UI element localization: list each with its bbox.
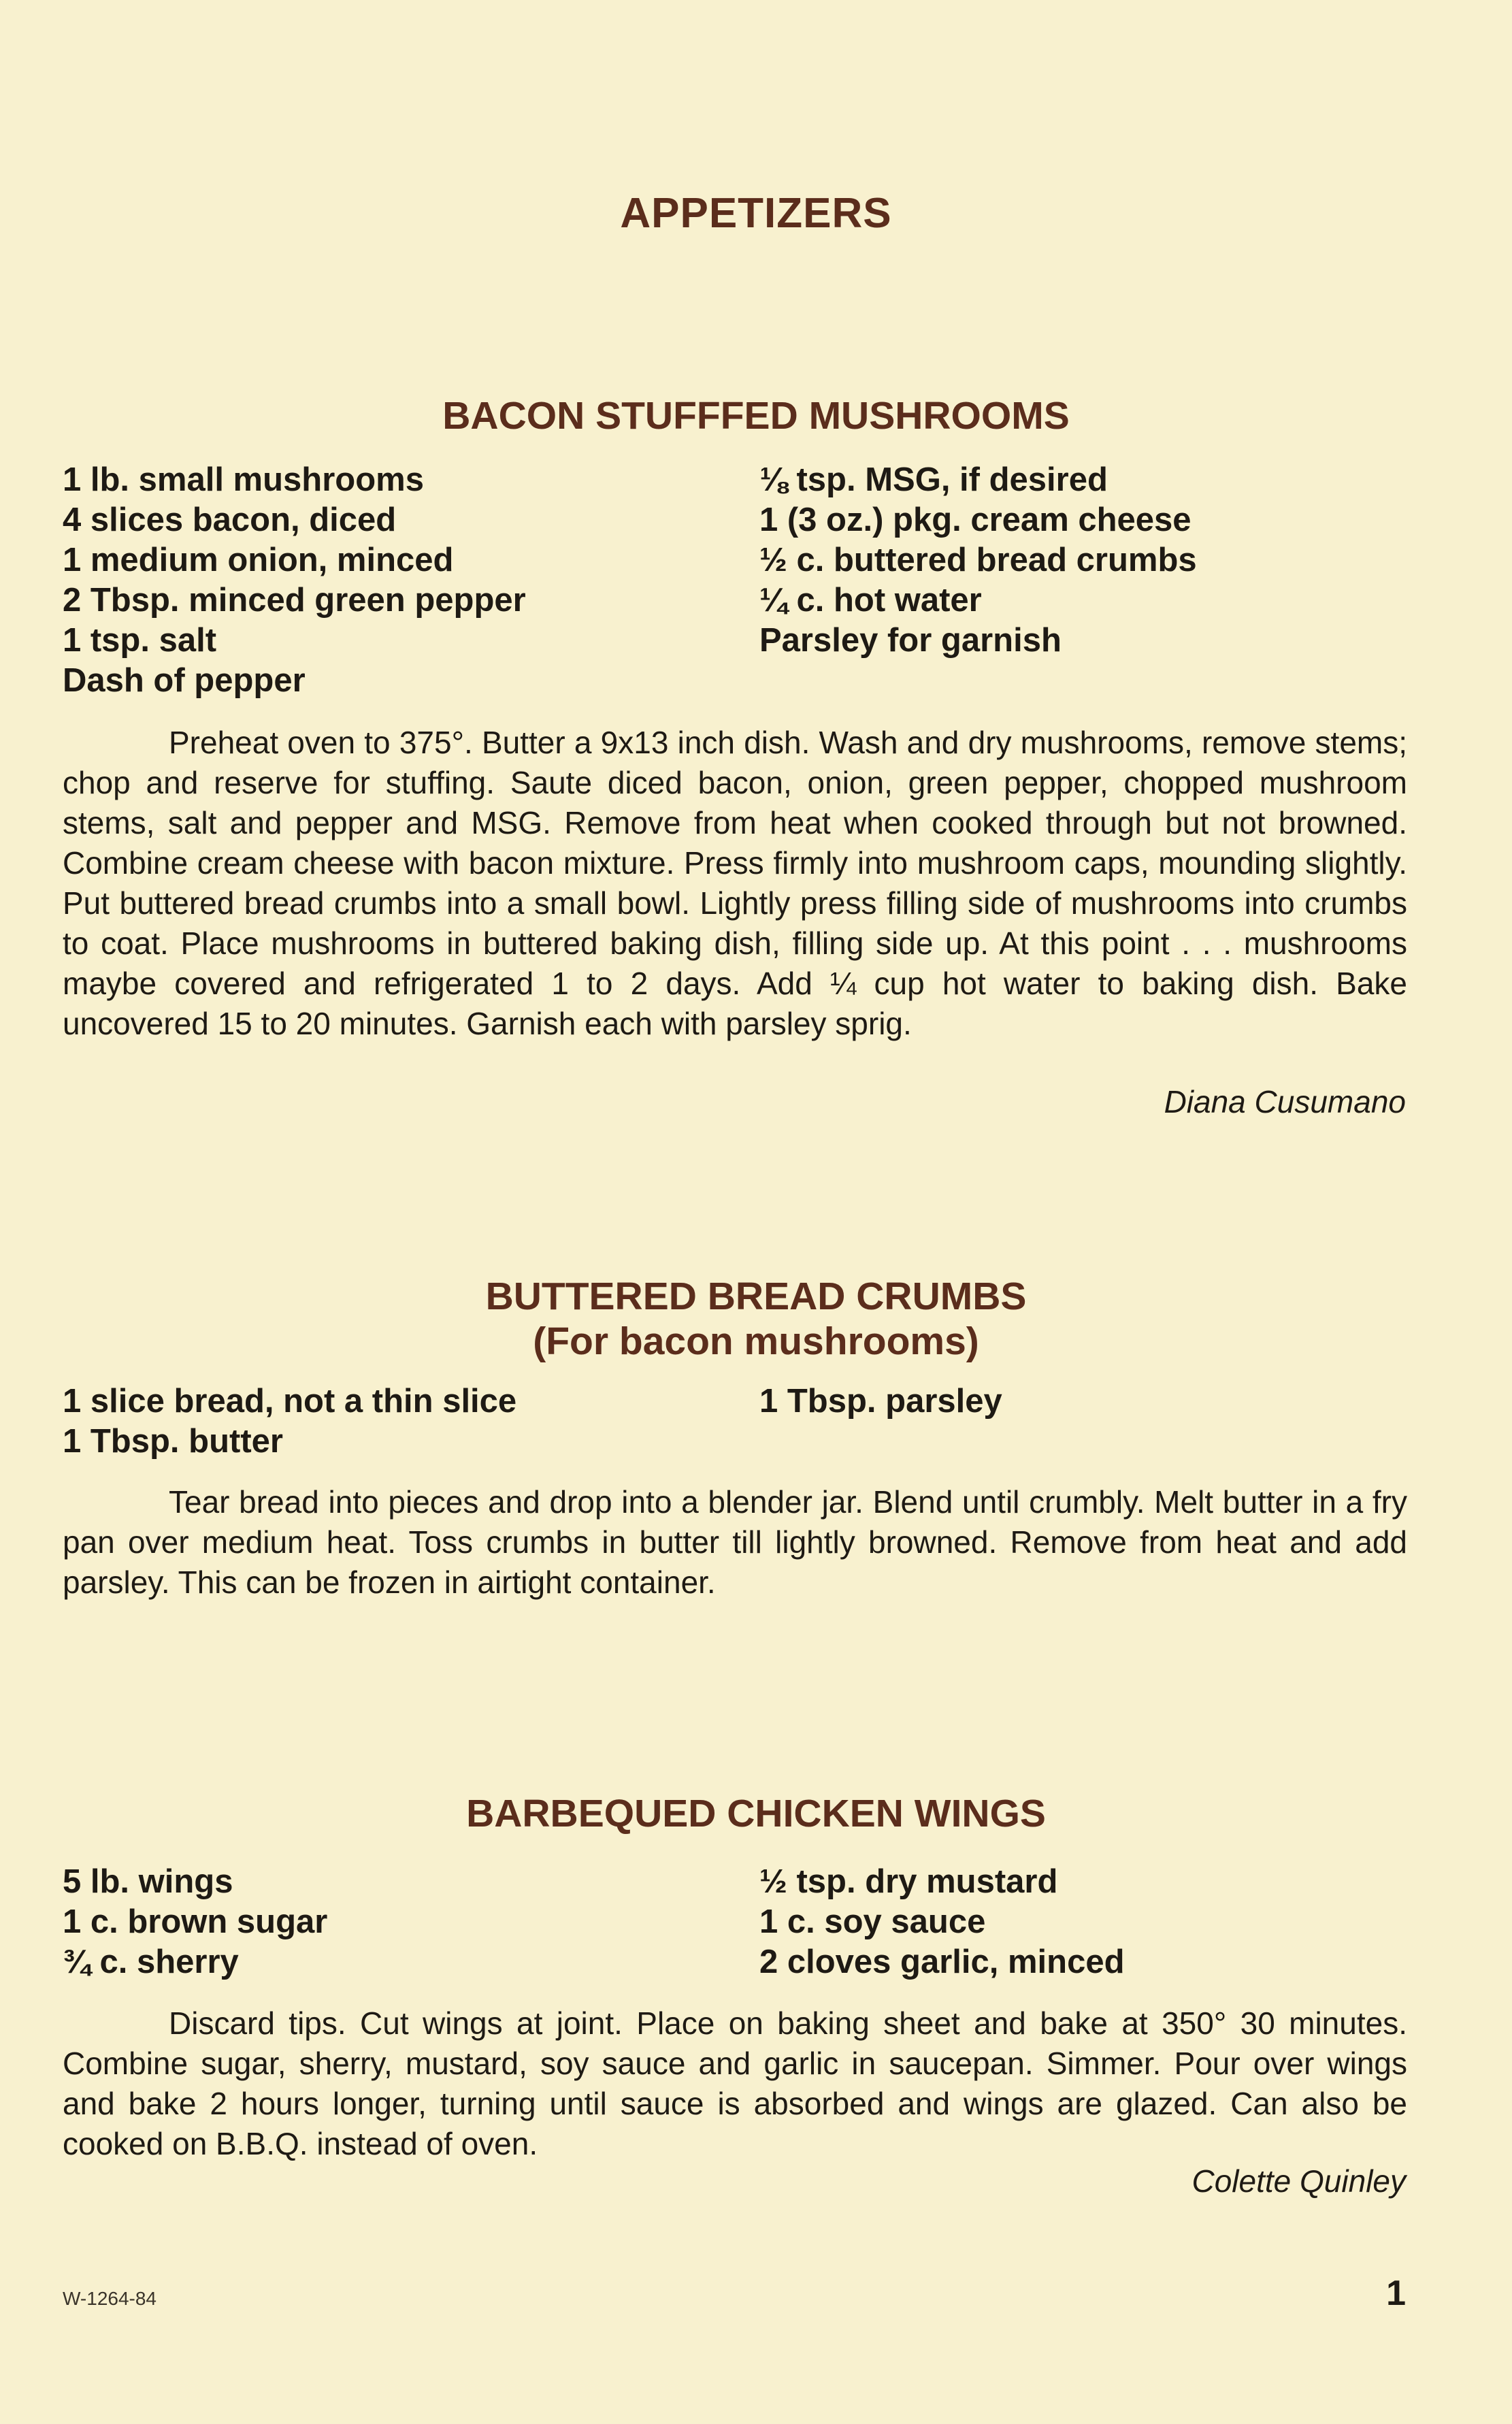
ingredient-item: 1 c. brown sugar bbox=[63, 1903, 328, 1940]
ingredient-item: ½ tsp. dry mustard bbox=[759, 1863, 1058, 1900]
recipe-title-line: BUTTERED BREAD CRUMBS bbox=[485, 1275, 1027, 1318]
ingredient-item: 5 lb. wings bbox=[63, 1863, 233, 1900]
ingredient-item: 1 Tbsp. butter bbox=[63, 1423, 283, 1460]
ingredient-item: 1 slice bread, not a thin slice bbox=[63, 1383, 517, 1420]
ingredient-item: 4 slices bacon, diced bbox=[63, 502, 397, 538]
ingredient-item: 1 c. soy sauce bbox=[759, 1903, 986, 1940]
ingredient-item: 2 cloves garlic, minced bbox=[759, 1944, 1125, 1980]
ingredients-right-column bbox=[759, 1381, 1002, 1422]
form-code: W-1264-84 bbox=[63, 2288, 157, 2309]
ingredient-item: 2 Tbsp. minced green pepper bbox=[63, 582, 526, 619]
recipe-title-bacon-mushrooms: BACON STUFFFED MUSHROOMS bbox=[442, 394, 1070, 438]
ingredients-left-column bbox=[63, 460, 526, 701]
credit-diana-cusumano: Diana Cusumano bbox=[1164, 1084, 1406, 1119]
page-heading: APPETIZERS bbox=[620, 190, 892, 237]
ingredients-right-column bbox=[759, 460, 1197, 661]
ingredients-right-column bbox=[759, 1862, 1125, 1982]
ingredient-item: 1 tsp. salt bbox=[63, 622, 217, 659]
ingredients-chicken-wings bbox=[63, 1862, 1451, 1984]
ingredients-left-column bbox=[63, 1862, 327, 1982]
ingredient-item: 1 lb. small mushrooms bbox=[63, 461, 424, 498]
ingredients-bacon-mushrooms bbox=[63, 460, 1451, 705]
ingredient-item: ¼ c. hot water bbox=[759, 582, 982, 619]
page-number: 1 bbox=[1386, 2274, 1406, 2313]
ingredient-item: ¾ c. sherry bbox=[63, 1944, 239, 1980]
credit-colette-quinley: Colette Quinley bbox=[1191, 2163, 1406, 2199]
recipe-title-buttered-bread-crumbs bbox=[0, 1274, 1512, 1364]
ingredient-item: Parsley for garnish bbox=[759, 622, 1062, 659]
recipe-subtitle-line: (For bacon mushrooms) bbox=[533, 1320, 979, 1363]
ingredients-left-column bbox=[63, 1381, 516, 1462]
ingredient-item: 1 medium onion, minced bbox=[63, 542, 454, 578]
method-bacon-mushrooms: Preheat oven to 375°. Butter a 9x13 inch dish. Wash and dry mushrooms, remove stems; chop and reserve for stuffing. Saute diced bacon, onion, green pepper, chopped mushroom stems, salt and pepper and MSG. Remove from heat when cooked through but not browned. Combine cream cheese with bacon mixture. Press firmly into mushroom caps, mounding slightly. Put buttered bread crumbs into a small bowl. Lightly press filling side of mushrooms into crumbs to coat. Place mushrooms in buttered baking dish, filling side up. At this point . . . mushrooms maybe covered and refrigerated 1 to 2 days. Add ¼ cup hot water to baking dish. Bake uncovered 15 to 20 minutes. Garnish each with parsley sprig. bbox=[63, 725, 1407, 1041]
ingredient-item: 1 Tbsp. parsley bbox=[759, 1383, 1002, 1420]
ingredient-item: ½ c. buttered bread crumbs bbox=[759, 542, 1197, 578]
method-bread-crumbs: Tear bread into pieces and drop into a blender jar. Blend until crumbly. Melt butter in a fry pan over medium heat. Toss crumbs in butter till lightly browned. Remove from heat and add parsley. This can be frozen in airtight container. bbox=[63, 1484, 1407, 1600]
method-chicken-wings: Discard tips. Cut wings at joint. Place on baking sheet and bake at 350° 30 minutes. Combine sugar, sherry, mustard, soy sauce and garlic in saucepan. Simmer. Pour over wings and bake 2 hours longer, turning until sauce is absorbed and wings are glazed. Can also be cooked on B.B.Q. instead of oven. bbox=[63, 2005, 1407, 2161]
recipe-title-barbequed-chicken-wings: BARBEQUED CHICKEN WINGS bbox=[466, 1792, 1046, 1835]
ingredient-item: ⅛ tsp. MSG, if desired bbox=[759, 461, 1108, 498]
ingredients-bread-crumbs bbox=[63, 1381, 1451, 1463]
ingredient-item: 1 (3 oz.) pkg. cream cheese bbox=[759, 502, 1191, 538]
ingredient-item: Dash of pepper bbox=[63, 662, 306, 699]
